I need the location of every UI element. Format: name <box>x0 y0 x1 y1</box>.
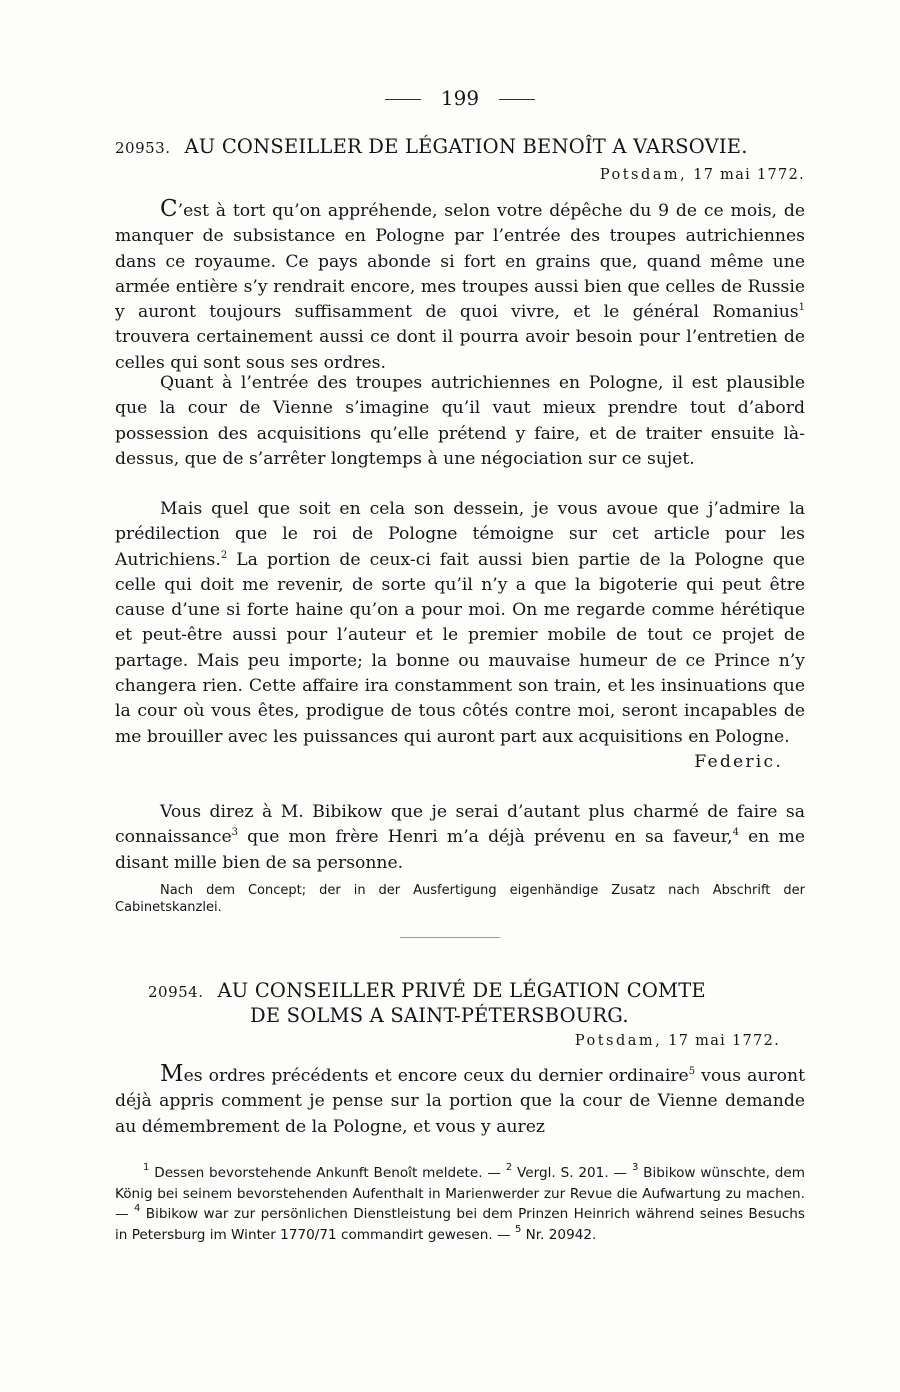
footnote-number: 4 <box>133 1203 141 1215</box>
footnote-text: Bibikow wünschte, dem König bei seinem bevorstehenden Aufenthalt in Marienwerder zur Revue die Aufwartung zu machen. — <box>115 1165 805 1223</box>
letter2-title-line1: AU CONSEILLER PRIVÉ DE LÉGATION COMTE <box>217 979 706 1002</box>
letter1-paragraph-1 <box>115 197 805 376</box>
letter2-title-line2: DE SOLMS A SAINT-PÉTERSBOURG. <box>250 1004 629 1027</box>
section-divider <box>400 937 500 938</box>
letter2-dateline <box>575 1033 780 1049</box>
paragraph-text: es ordres précédents et encore ceux du dernier ordinaire <box>183 1066 689 1086</box>
letter1-place: Potsdam, <box>599 167 688 183</box>
paragraph-text: La portion de ceux-ci fait aussi bien partie de la Pologne que celle qui doit me revenir, de sorte qu’il n’y a que la bigoterie qui peut être cause d’une si forte haine qu’on a pour moi. On me regarde comme hérétique et peut-être aussi pour l’auteur et le premier mobile de tout ce projet de partage. Mais peu importe; la bonne ou mauvaise humeur de ce Prince n’y changera rien. Cette affaire ira constamment son train, et les insinuations que la cour où vous êtes, prodigue de tous côtés contre moi, seront incapables de me brouiller avec les puissances qui auront part aux acquisitions en Pologne. <box>115 549 805 747</box>
page-number-dash-left <box>385 99 421 100</box>
drop-capital: M <box>160 1061 184 1087</box>
letter1-paragraph-2 <box>115 371 805 472</box>
footnote-number: 1 <box>143 1162 150 1173</box>
footnote-text: Bibikow war zur persönlichen Dienstleistung bei dem Prinzen Heinrich während seines Besuchs in Petersburg im Winter 1770/71 commandirt gewesen. — <box>115 1206 805 1243</box>
page-number: 199 <box>440 86 480 110</box>
footnote-ref: 5 <box>688 1066 696 1077</box>
letter1-number: 20953. <box>115 139 171 157</box>
letter1-date: 17 mai 1772. <box>693 167 805 183</box>
paragraph-text: trouvera certainement aussi ce dont il pourra avoir besoin pour l’entretien de celles qui sont sous ses ordres. <box>115 327 805 373</box>
footnotes <box>115 1163 805 1245</box>
paragraph-text: vous auront déjà appris comment je pense sur la portion que la cour de Vienne demande au démembrement de la Pologne, et vous y aurez <box>115 1066 805 1137</box>
footnote-ref: 1 <box>798 302 805 314</box>
footnote-text: Nr. 20942. <box>521 1226 597 1243</box>
letter2-number: 20954. <box>148 983 204 1001</box>
source-note <box>115 882 805 916</box>
letter1-paragraph-3 <box>115 497 805 775</box>
footnote-number: 3 <box>631 1162 639 1173</box>
page-number-line <box>115 86 805 110</box>
letter2-heading-line2 <box>250 1004 629 1027</box>
paragraph-text: ’est à tort qu’on appréhende, selon votre dépêche du 9 de ce mois, de manquer de subsistance en Pologne par l’entrée des troupes autrichiennes dans ce royaume. Ce pays abonde si fort en grains que, quand même une armée entière s’y rendrait encore, mes troupes aussi bien que celles de Russie y auront toujours suffisamment de quoi vivre, et le général Romanius <box>115 201 805 323</box>
letter1-title: AU CONSEILLER DE LÉGATION BENOÎT A VARSOVIE. <box>184 135 748 158</box>
paragraph-text: en me disant mille bien de sa personne. <box>115 827 806 873</box>
letter2-place: Potsdam, <box>574 1033 663 1049</box>
page-number-dash-right <box>499 99 535 100</box>
letter1-heading <box>115 135 748 158</box>
signature: Federic. <box>694 751 783 772</box>
footnote-text: Dessen bevorstehende Ankunft Benoît meldete. — <box>149 1165 506 1181</box>
footnote-ref: 4 <box>732 827 739 839</box>
letter2-heading <box>148 979 706 1002</box>
footnote-ref: 3 <box>231 827 238 839</box>
paragraph-text: que mon frère Henri m’a déjà prévenu en sa faveur, <box>238 827 733 848</box>
footnote-number: 2 <box>505 1162 513 1173</box>
footnote-text: Vergl. S. 201. — <box>512 1165 632 1181</box>
paragraph-text: Mais quel que soit en cela son dessein, je vous avoue que j’admire la prédilection que le roi de Pologne témoigne sur cet article pour les Autrichiens. <box>115 499 805 570</box>
drop-capital: C <box>160 196 178 222</box>
letter2-date: 17 mai 1772. <box>668 1033 780 1049</box>
letter1-paragraph-4 <box>115 800 805 876</box>
letter2-paragraph-1 <box>115 1062 805 1140</box>
paragraph-text: Vous direz à M. Bibikow que je serai d’autant plus charmé de faire sa connaissance <box>115 802 805 848</box>
paragraph-text: Quant à l’entrée des troupes autrichiennes en Pologne, il est plausible que la cour de Vienne s’imagine qu’il vaut mieux prendre tout d’abord possession des acquisitions qu’elle prétend y faire, et de traiter ensuite là-dessus, que de s’arrêter longtemps à une négociation sur ce sujet. <box>115 373 805 469</box>
footnote-ref: 2 <box>220 549 228 561</box>
footnote-number: 5 <box>514 1223 522 1235</box>
letter1-dateline <box>600 167 805 183</box>
source-note-text: Nach dem Concept; der in der Ausfertigung eigenhändige Zusatz nach Abschrift der Cabinetskanzlei. <box>115 883 805 915</box>
